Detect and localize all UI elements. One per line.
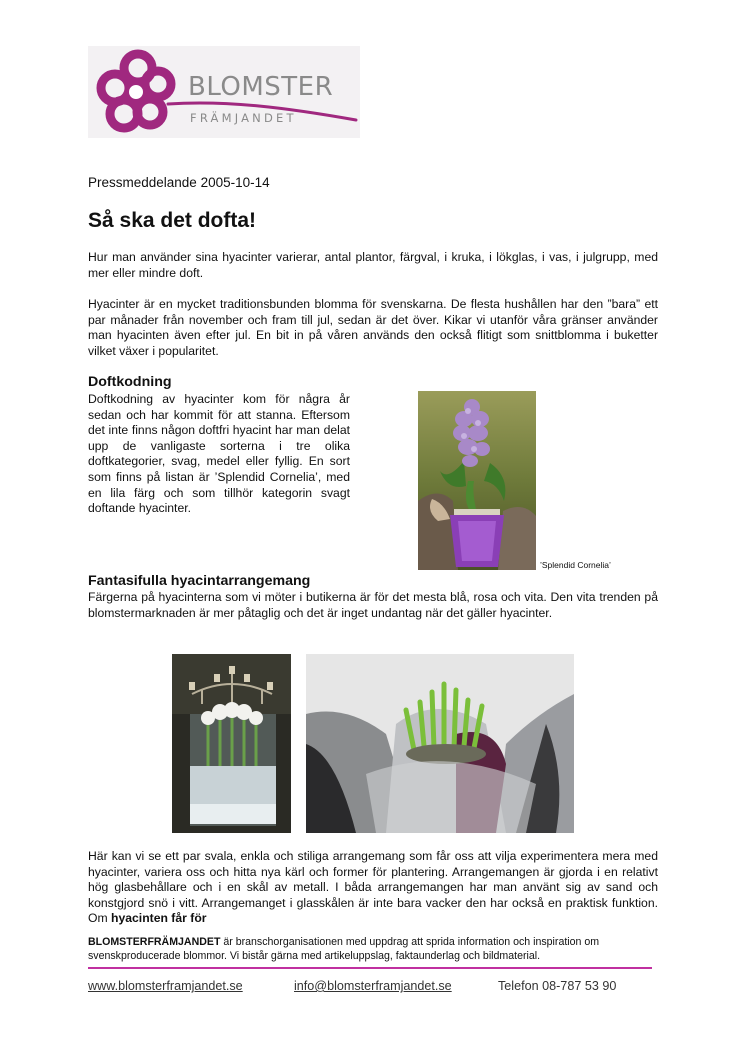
section-heading-arrangemang: Fantasifulla hyacintarrangemang — [88, 573, 311, 589]
after-photos-paragraph — [88, 849, 658, 927]
after-photos-bold: hyacinten får för — [111, 911, 207, 926]
organization-name: BLOMSTERFRÄMJANDET — [88, 936, 221, 948]
intro-paragraph-2: Hyacinter är en mycket traditionsbunden blomma för svenskarna. De flesta hushållen har den ”bara” ett par månader från november och fram till jul, sedan är det över. Kikar vi utanför våra gränser använder man hyacinten även efter jul. En bit in på våren används den också flitigt som snittblomma i buketter vilket växer i popularitet. — [88, 297, 658, 358]
intro-paragraph-1: Hur man använder sina hyacinter varierar, antal plantor, färgval, i kruka, i lökglas, i vas, i julgrupp, med mer eller mindre doft. — [88, 250, 658, 280]
photo-caption: ’Splendid Cornelia’ — [540, 560, 611, 570]
press-release-date: Pressmeddelande 2005-10-14 — [88, 175, 270, 190]
logo-title: BLOMSTER — [188, 72, 334, 102]
metal-bowl-arrangement-photo — [306, 654, 574, 833]
doftkodning-body: Doftkodning av hyacinter kom för några år sedan och har kommit för att stanna. Eftersom det inte finns någon doftfri hyacint har man delat upp de vanligaste sorterna i tre olika doftkategorier, svag, medel eller fyllig. En sort som finns på listan är ’Splendid Cornelia’, med en lila färg och som tillhör kategorin svagt doftande hyacinter. — [88, 392, 350, 516]
organization-note — [88, 935, 648, 963]
logo-subtitle: FRÄMJANDET — [190, 111, 297, 125]
website-link[interactable]: www.blomsterframjandet.se — [88, 979, 243, 993]
glass-vase-arrangement-photo — [172, 654, 291, 833]
section-heading-doftkodning: Doftkodning — [88, 374, 172, 390]
phone-number: Telefon 08-787 53 90 — [498, 979, 617, 993]
headline: Så ska det dofta! — [88, 209, 257, 232]
organization-description: är branschorganisationen med uppdrag att sprida information och inspiration om svenskproducerade blommor. Vi bistår gärna med artikeluppslag, faktaunderlag och bildmaterial. — [88, 936, 600, 962]
email-link[interactable]: info@blomsterframjandet.se — [294, 979, 452, 993]
footer-divider — [88, 967, 652, 969]
hyacinth-photo — [418, 391, 536, 570]
arrangemang-body: Färgerna på hyacinterna som vi möter i butikerna är för det mesta blå, rosa och vita. Den vita trenden på blomstermarknaden är mer påtaglig och det är inget undantag när det gäller hyacinter. — [88, 590, 658, 620]
after-photos-text: Här kan vi se ett par svala, enkla och stiliga arrangemang som får oss att vilja experimentera mera med hyacinter, variera oss och hitta nya kärl och former för plantering. Arrangemangen är gjorda i en relativt hög glasbehållare och i en skål av metall. I båda arrangemangen har man använt sig av sand och konstgjord snö i vitt. Arrangemanget i glasskålen är inte bara vacker den har också en praktisk funktion. Om — [88, 849, 658, 926]
